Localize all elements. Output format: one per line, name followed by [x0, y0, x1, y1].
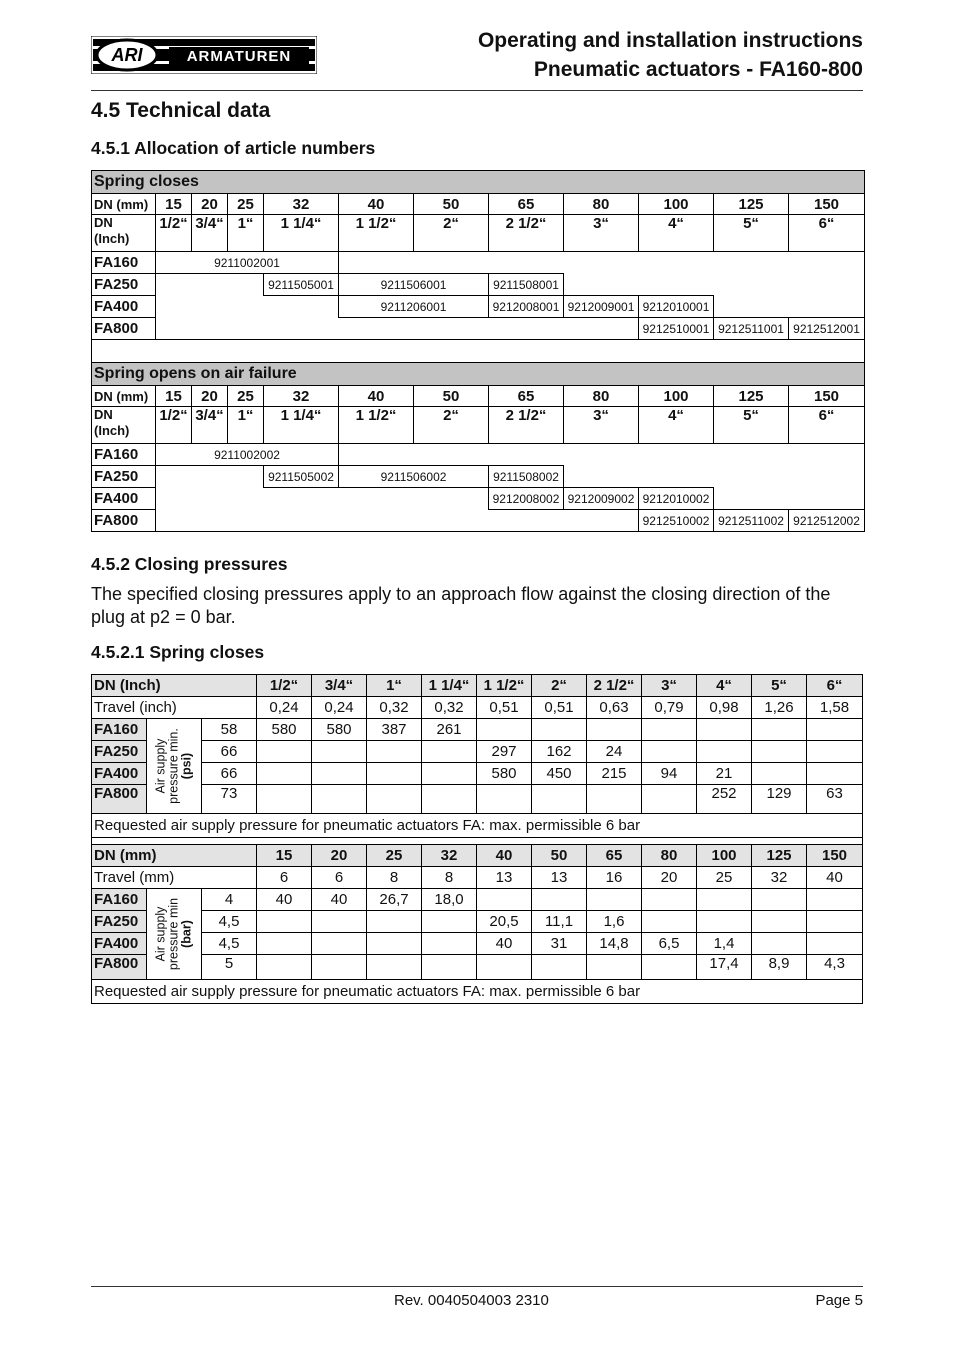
table-row — [92, 889, 863, 911]
pressure-value: 215 — [587, 763, 642, 785]
empty-cell — [714, 488, 865, 510]
travel-label: Travel (inch) — [92, 697, 257, 719]
pressure-value: 162 — [532, 741, 587, 763]
pressure-value — [422, 933, 477, 955]
inch-cell: 1 1/2“ — [339, 215, 414, 252]
dn-cell: 32 — [264, 194, 339, 215]
travel-value: 6 — [312, 867, 367, 889]
dn-cell: 80 — [564, 194, 639, 215]
dn-cell: 125 — [714, 194, 789, 215]
pressure-value: 21 — [697, 763, 752, 785]
air-supply-label — [147, 889, 202, 980]
inch-cell: 3/4“ — [192, 407, 228, 444]
pressure-value: 129 — [752, 785, 807, 814]
article-numbers-table — [91, 170, 865, 532]
article-number: 9211508001 — [489, 274, 564, 296]
table-header-row — [92, 845, 863, 867]
table-header-row — [92, 675, 863, 697]
travel-value: 20 — [642, 867, 697, 889]
dn-cell: 150 — [789, 194, 865, 215]
pressure-value — [807, 719, 863, 741]
column-header: 80 — [642, 845, 697, 867]
pressure-value: 6,5 — [642, 933, 697, 955]
pressure-value — [477, 955, 532, 980]
svg-text:ARMATUREN: ARMATUREN — [186, 48, 292, 65]
pressure-value: 1,4 — [697, 933, 752, 955]
article-number: 9212009002 — [564, 488, 639, 510]
travel-value: 25 — [697, 867, 752, 889]
pressure-value — [752, 889, 807, 911]
column-header: 1 1/2“ — [477, 675, 532, 697]
pressure-value — [367, 911, 422, 933]
model-label: FA400 — [92, 488, 156, 510]
pressure-value — [752, 933, 807, 955]
pressure-value — [257, 763, 312, 785]
dn-cell: 150 — [789, 386, 865, 407]
table-spacer — [92, 340, 865, 363]
pressure-value: 18,0 — [422, 889, 477, 911]
pressure-value — [257, 911, 312, 933]
svg-text:ARI: ARI — [111, 45, 143, 65]
footer-divider — [91, 1286, 863, 1287]
table-row — [92, 741, 863, 763]
section-title: 4.5 Technical data — [91, 99, 271, 122]
min-pressure: 73 — [202, 785, 257, 814]
pressure-value — [642, 889, 697, 911]
pressure-value: 24 — [587, 741, 642, 763]
pressure-value — [367, 955, 422, 980]
pressure-value — [532, 785, 587, 814]
pressure-value — [752, 719, 807, 741]
model-label: FA250 — [92, 466, 156, 488]
air-supply-note: Requested air supply pressure for pneumatic actuators FA: max. permissible 6 bar — [92, 980, 863, 1004]
pressure-value — [312, 911, 367, 933]
pressure-value — [697, 741, 752, 763]
column-header: 100 — [697, 845, 752, 867]
pressure-value: 17,4 — [697, 955, 752, 980]
pressure-value — [367, 933, 422, 955]
pressure-value — [752, 911, 807, 933]
dn-cell: 100 — [639, 386, 714, 407]
pressure-value — [697, 889, 752, 911]
column-header: 2“ — [532, 675, 587, 697]
inch-cell: 3“ — [564, 215, 639, 252]
pressure-value — [422, 955, 477, 980]
column-header: 1 1/4“ — [422, 675, 477, 697]
table-row — [92, 785, 863, 814]
model-label: FA250 — [92, 274, 156, 296]
spring-closes-heading: Spring closes — [92, 171, 865, 194]
model-label: FA250 — [92, 911, 147, 933]
dn-cell: 32 — [264, 386, 339, 407]
pressure-value: 580 — [312, 719, 367, 741]
travel-row — [92, 697, 863, 719]
pressure-value: 4,3 — [807, 955, 863, 980]
air-supply-label-line2: pressure min. — [166, 728, 181, 804]
dn-cell: 20 — [192, 194, 228, 215]
dn-inch-label-line1: DN — [94, 407, 113, 422]
pressure-value — [477, 719, 532, 741]
empty-cell — [156, 318, 639, 340]
article-number: 9212511002 — [714, 510, 789, 532]
inch-cell: 1 1/2“ — [339, 407, 414, 444]
column-header: 4“ — [697, 675, 752, 697]
inch-cell: 2 1/2“ — [489, 407, 564, 444]
table-row — [92, 955, 863, 980]
pressure-value — [367, 763, 422, 785]
inch-cell: 4“ — [639, 407, 714, 444]
document-title-line2: Pneumatic actuators - FA160-800 — [533, 58, 863, 81]
inch-cell: 3“ — [564, 407, 639, 444]
inch-cell: 4“ — [639, 215, 714, 252]
column-header: 5“ — [752, 675, 807, 697]
dn-mm-header: DN (mm) — [92, 845, 257, 867]
pressure-value — [642, 911, 697, 933]
min-pressure: 4,5 — [202, 933, 257, 955]
pressure-value: 40 — [257, 889, 312, 911]
travel-value: 0,79 — [642, 697, 697, 719]
inch-cell: 2“ — [414, 407, 489, 444]
air-supply-note: Requested air supply pressure for pneumatic actuators FA: max. permissible 6 bar — [92, 814, 863, 838]
article-number: 9211508002 — [489, 466, 564, 488]
air-supply-unit: (bar) — [179, 920, 194, 948]
column-header: 3“ — [642, 675, 697, 697]
dn-cell: 15 — [156, 386, 192, 407]
pressure-value — [477, 889, 532, 911]
inch-cell: 5“ — [714, 215, 789, 252]
pressure-value — [312, 763, 367, 785]
travel-value: 13 — [477, 867, 532, 889]
min-pressure: 66 — [202, 741, 257, 763]
column-header: 20 — [312, 845, 367, 867]
air-supply-label-line1: Air supply — [153, 738, 168, 794]
dn-inch-label-line1: DN — [94, 215, 113, 230]
article-number: 9211002001 — [156, 252, 339, 274]
article-number: 9212010001 — [639, 296, 714, 318]
air-supply-label-line2: pressure min — [166, 897, 181, 971]
article-number: 9212512001 — [789, 318, 865, 340]
empty-cell — [156, 274, 264, 296]
pressure-value — [752, 741, 807, 763]
dn-cell: 65 — [489, 194, 564, 215]
article-number: 9211506002 — [339, 466, 489, 488]
pressure-value: 297 — [477, 741, 532, 763]
inch-cell: 1“ — [228, 407, 264, 444]
column-header: 150 — [807, 845, 863, 867]
inch-cell: 5“ — [714, 407, 789, 444]
article-number: 9212510001 — [639, 318, 714, 340]
dn-cell: 15 — [156, 194, 192, 215]
dn-cell: 80 — [564, 386, 639, 407]
air-supply-unit: (psi) — [179, 752, 194, 780]
ari-armaturen-logo — [91, 36, 317, 74]
column-header: 2 1/2“ — [587, 675, 642, 697]
pressure-value — [807, 741, 863, 763]
dn-cell: 25 — [228, 386, 264, 407]
pressure-value: 8,9 — [752, 955, 807, 980]
inch-cell: 2“ — [414, 215, 489, 252]
pressure-value — [532, 719, 587, 741]
pressure-value — [697, 911, 752, 933]
pressure-value — [697, 719, 752, 741]
pressure-value — [532, 889, 587, 911]
travel-value: 13 — [532, 867, 587, 889]
column-header: 50 — [532, 845, 587, 867]
inch-cell: 1 1/4“ — [264, 407, 339, 444]
column-header: 25 — [367, 845, 422, 867]
empty-cell — [564, 274, 865, 296]
pressure-value — [752, 763, 807, 785]
travel-value: 0,51 — [532, 697, 587, 719]
column-header: 1/2“ — [257, 675, 312, 697]
dn-cell: 25 — [228, 194, 264, 215]
article-number: 9212008001 — [489, 296, 564, 318]
min-pressure: 4,5 — [202, 911, 257, 933]
note-row — [92, 980, 863, 1004]
inch-cell: 1 1/4“ — [264, 215, 339, 252]
min-pressure: 4 — [202, 889, 257, 911]
subsection-closing-pressures: 4.5.2 Closing pressures — [91, 554, 288, 574]
pressure-value — [807, 911, 863, 933]
pressure-value: 14,8 — [587, 933, 642, 955]
article-number: 9212512002 — [789, 510, 865, 532]
pressure-value — [367, 741, 422, 763]
pressure-value — [587, 785, 642, 814]
model-label: FA400 — [92, 296, 156, 318]
table-row — [92, 763, 863, 785]
pressure-value — [807, 763, 863, 785]
pressure-value: 40 — [312, 889, 367, 911]
dn-inch-label-line2: (Inch) — [94, 231, 130, 246]
article-number: 9212009001 — [564, 296, 639, 318]
travel-value: 8 — [367, 867, 422, 889]
pressure-value — [422, 911, 477, 933]
table-row — [92, 719, 863, 741]
travel-value: 0,24 — [312, 697, 367, 719]
empty-cell — [156, 296, 339, 318]
pressure-value — [312, 785, 367, 814]
model-label: FA400 — [92, 933, 147, 955]
dn-cell: 65 — [489, 386, 564, 407]
pressure-value — [422, 741, 477, 763]
pressure-value — [312, 741, 367, 763]
pressure-value: 1,6 — [587, 911, 642, 933]
travel-value: 1,58 — [807, 697, 863, 719]
pressure-value: 94 — [642, 763, 697, 785]
model-label: FA250 — [92, 741, 147, 763]
inch-cell: 1/2“ — [156, 407, 192, 444]
pressure-value: 261 — [422, 719, 477, 741]
pressure-value — [587, 889, 642, 911]
pressure-value: 580 — [257, 719, 312, 741]
inch-cell: 6“ — [789, 407, 865, 444]
model-label: FA160 — [92, 444, 156, 466]
pressure-value: 20,5 — [477, 911, 532, 933]
dn-cell: 50 — [414, 386, 489, 407]
dn-cell: 20 — [192, 386, 228, 407]
note-row — [92, 814, 863, 838]
travel-value: 1,26 — [752, 697, 807, 719]
pressure-value — [257, 933, 312, 955]
dn-mm-label: DN (mm) — [92, 386, 156, 407]
min-pressure: 66 — [202, 763, 257, 785]
dn-cell: 50 — [414, 194, 489, 215]
pressure-value — [257, 955, 312, 980]
travel-row — [92, 867, 863, 889]
article-number: 9211506001 — [339, 274, 489, 296]
table-row — [92, 911, 863, 933]
pressure-value — [807, 933, 863, 955]
empty-cell — [339, 252, 865, 274]
pressure-value — [807, 889, 863, 911]
inch-cell: 1“ — [228, 215, 264, 252]
pressure-value — [422, 785, 477, 814]
model-label: FA800 — [92, 318, 156, 340]
travel-value: 8 — [422, 867, 477, 889]
pressure-value — [257, 741, 312, 763]
empty-cell — [714, 296, 865, 318]
travel-value: 0,51 — [477, 697, 532, 719]
inch-cell: 2 1/2“ — [489, 215, 564, 252]
pressure-value: 40 — [477, 933, 532, 955]
pressure-value — [422, 763, 477, 785]
travel-value: 40 — [807, 867, 863, 889]
model-label: FA160 — [92, 252, 156, 274]
pressure-value — [477, 785, 532, 814]
dn-cell: 100 — [639, 194, 714, 215]
pressure-value — [642, 741, 697, 763]
inch-cell: 3/4“ — [192, 215, 228, 252]
pressure-value — [587, 955, 642, 980]
subsection-spring-closes: 4.5.2.1 Spring closes — [91, 642, 265, 662]
dn-mm-label: DN (mm) — [92, 194, 156, 215]
model-label: FA800 — [92, 955, 147, 980]
column-header: 1“ — [367, 675, 422, 697]
model-label: FA800 — [92, 510, 156, 532]
pressure-value: 387 — [367, 719, 422, 741]
dn-cell: 40 — [339, 386, 414, 407]
document-title — [478, 26, 863, 84]
article-number: 9211206001 — [339, 296, 489, 318]
min-pressure: 58 — [202, 719, 257, 741]
column-header: 15 — [257, 845, 312, 867]
column-header: 125 — [752, 845, 807, 867]
travel-value: 6 — [257, 867, 312, 889]
model-label: FA400 — [92, 763, 147, 785]
article-number: 9211002002 — [156, 444, 339, 466]
dn-inch-label — [92, 407, 156, 444]
travel-value: 0,32 — [422, 697, 477, 719]
empty-cell — [339, 444, 865, 466]
pressure-value — [312, 933, 367, 955]
pressure-value: 26,7 — [367, 889, 422, 911]
page-number: Page 5 — [815, 1292, 863, 1309]
pressure-value: 580 — [477, 763, 532, 785]
closing-pressure-psi-table — [91, 674, 863, 1004]
dn-inch-label — [92, 215, 156, 252]
pressure-value — [642, 719, 697, 741]
article-number: 9211505001 — [264, 274, 339, 296]
inch-cell: 6“ — [789, 215, 865, 252]
pressure-value — [312, 955, 367, 980]
inch-cell: 1/2“ — [156, 215, 192, 252]
travel-value: 32 — [752, 867, 807, 889]
table-row — [92, 933, 863, 955]
column-header: 32 — [422, 845, 477, 867]
dn-cell: 125 — [714, 386, 789, 407]
empty-cell — [156, 466, 264, 488]
min-pressure: 5 — [202, 955, 257, 980]
model-label: FA800 — [92, 785, 147, 814]
column-header: 3/4“ — [312, 675, 367, 697]
pressure-value — [532, 955, 587, 980]
closing-pressures-paragraph: The specified closing pressures apply to an approach flow against the closing direction of the plug at p2 = 0 bar. — [91, 584, 831, 627]
empty-cell — [156, 488, 489, 510]
travel-label: Travel (mm) — [92, 867, 257, 889]
column-header: 40 — [477, 845, 532, 867]
pressure-value: 63 — [807, 785, 863, 814]
spring-opens-heading: Spring opens on air failure — [92, 363, 865, 386]
dn-inch-label-line2: (Inch) — [94, 423, 130, 438]
travel-value: 0,32 — [367, 697, 422, 719]
travel-value: 0,63 — [587, 697, 642, 719]
pressure-value: 252 — [697, 785, 752, 814]
article-number: 9212511001 — [714, 318, 789, 340]
dn-inch-header: DN (Inch) — [92, 675, 257, 697]
pressure-value — [257, 785, 312, 814]
air-supply-label — [147, 719, 202, 814]
empty-cell — [156, 510, 639, 532]
revision-number: Rev. 0040504003 2310 — [394, 1292, 549, 1309]
model-label: FA160 — [92, 719, 147, 741]
travel-value: 16 — [587, 867, 642, 889]
subsection-article-numbers: 4.5.1 Allocation of article numbers — [91, 138, 376, 158]
article-number: 9212010002 — [639, 488, 714, 510]
air-supply-label-line1: Air supply — [153, 906, 168, 962]
travel-value: 0,24 — [257, 697, 312, 719]
pressure-value: 31 — [532, 933, 587, 955]
pressure-value — [367, 785, 422, 814]
travel-value: 0,98 — [697, 697, 752, 719]
pressure-value — [587, 719, 642, 741]
header-divider — [91, 90, 863, 91]
pressure-value — [642, 785, 697, 814]
table-spacer — [92, 838, 863, 845]
article-number: 9211505002 — [264, 466, 339, 488]
model-label: FA160 — [92, 889, 147, 911]
pressure-value: 450 — [532, 763, 587, 785]
article-number: 9212510002 — [639, 510, 714, 532]
article-number: 9212008002 — [489, 488, 564, 510]
document-title-line1: Operating and installation instructions — [477, 29, 863, 52]
column-header: 6“ — [807, 675, 863, 697]
pressure-value: 11,1 — [532, 911, 587, 933]
dn-cell: 40 — [339, 194, 414, 215]
column-header: 65 — [587, 845, 642, 867]
empty-cell — [564, 466, 865, 488]
pressure-value — [642, 955, 697, 980]
